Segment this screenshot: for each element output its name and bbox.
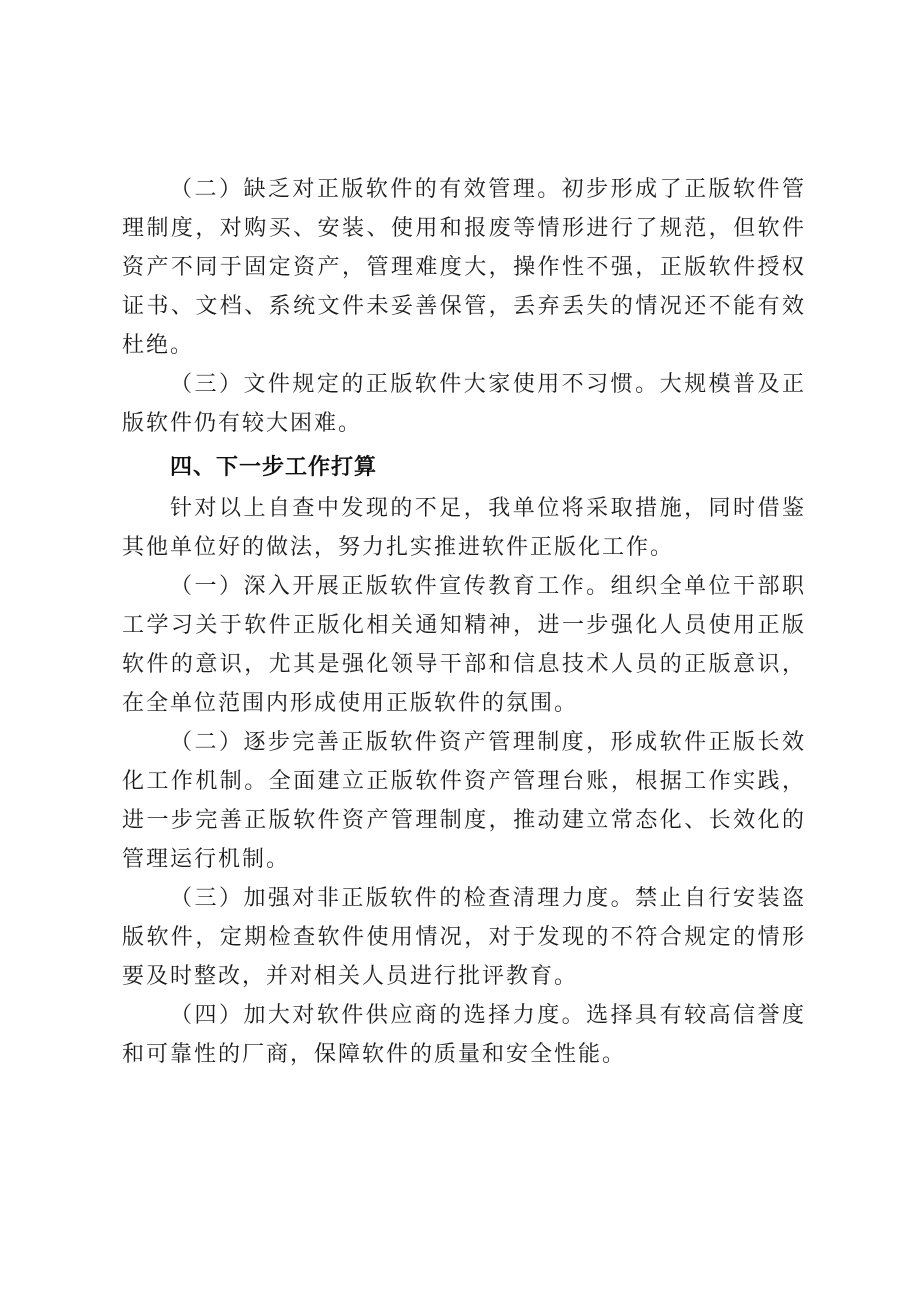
paragraph-step-supplier: （四）加大对软件供应商的选择力度。选择具有较高信誉度和可靠性的厂商，保障软件的质量和安全性能。	[122, 1003, 806, 1067]
section-heading-next-steps: 四、下一步工作打算	[170, 455, 378, 480]
paragraph-management-issue: （二）缺乏对正版软件的有效管理。初步形成了正版软件管理制度，对购买、安装、使用和报废等情形进行了规范，但软件资产不同于固定资产，管理难度大，操作性不强，正版软件授权证书、文档、系统文件未妥善保管，丢弃丢失的情况还不能有效杜绝。	[122, 177, 806, 358]
document-body	[122, 170, 806, 1074]
paragraph-step-education: （一）深入开展正版软件宣传教育工作。组织全单位干部职工学习关于软件正版化相关通知精神，进一步强化人员使用正版软件的意识，尤其是强化领导干部和信息技术人员的正版意识，在全单位范围内形成使用正版软件的氛围。	[122, 574, 806, 716]
paragraph-step-asset-management: （二）逐步完善正版软件资产管理制度，形成软件正版长效化工作机制。全面建立正版软件资产管理台账，根据工作实践，进一步完善正版软件资产管理制度，推动建立常态化、长效化的管理运行机制。	[122, 730, 806, 872]
paragraph-step-inspection: （三）加强对非正版软件的检查清理力度。禁止自行安装盗版软件，定期检查软件使用情况，对于发现的不符合规定的情形要及时整改，并对相关人员进行批评教育。	[122, 886, 806, 989]
paragraph-next-steps-intro: 针对以上自查中发现的不足，我单位将采取措施，同时借鉴其他单位好的做法，努力扎实推进软件正版化工作。	[122, 496, 806, 560]
paragraph-usage-habit-issue: （三）文件规定的正版软件大家使用不习惯。大规模普及正版软件仍有较大困难。	[122, 372, 806, 436]
